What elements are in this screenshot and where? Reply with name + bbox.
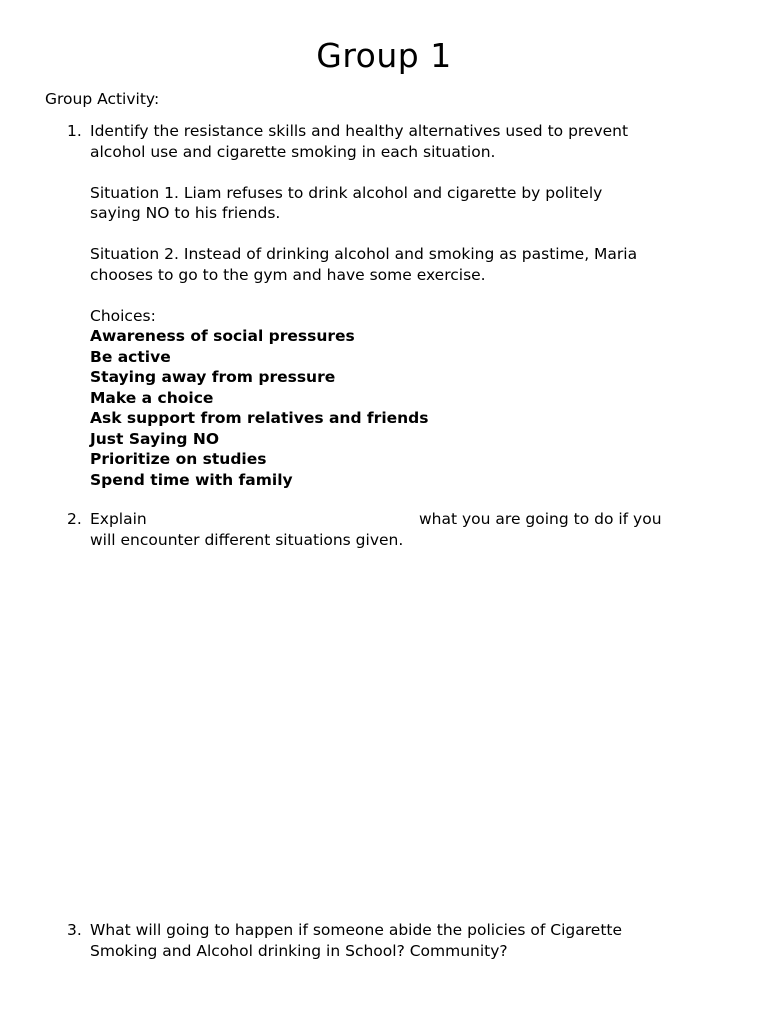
choice-item: Awareness of social pressures bbox=[90, 327, 355, 345]
choices-label: Choices: bbox=[90, 306, 156, 325]
situation-2-line: chooses to go to the gym and have some exercise. bbox=[90, 265, 486, 284]
instruction-line: Identify the resistance skills and healthy alternatives used to prevent bbox=[90, 122, 629, 140]
item-body bbox=[90, 121, 730, 490]
explain-word: Explain bbox=[90, 510, 147, 528]
activity-label: Group Activity: bbox=[45, 90, 160, 108]
item-number: 3. bbox=[67, 921, 82, 939]
explain-line-2: will encounter different situations given. bbox=[90, 530, 404, 549]
choice-item: Be active bbox=[90, 347, 171, 366]
explain-continuation: what you are going to do if you bbox=[419, 510, 662, 528]
question-line: Smoking and Alcohol drinking in School? Community? bbox=[90, 941, 508, 960]
explain-line bbox=[90, 509, 730, 530]
situation-1-line: saying NO to his friends. bbox=[90, 204, 281, 222]
question-line: What will going to happen if someone abide the policies of Cigarette bbox=[90, 921, 623, 939]
item-body bbox=[90, 920, 730, 961]
page-title: Group 1 bbox=[316, 36, 452, 75]
situation-2-line: Situation 2. Instead of drinking alcohol and smoking as pastime, Maria bbox=[90, 245, 638, 263]
choice-item: Prioritize on studies bbox=[90, 450, 267, 468]
choice-item: Make a choice bbox=[90, 388, 214, 407]
item-number: 1. bbox=[67, 122, 82, 140]
choice-item: Ask support from relatives and friends bbox=[90, 409, 429, 427]
instruction-line: alcohol use and cigarette smoking in each situation. bbox=[90, 142, 496, 161]
item-body bbox=[90, 509, 730, 550]
situation-1-line: Situation 1. Liam refuses to drink alcohol and cigarette by politely bbox=[90, 183, 603, 202]
item-number: 2. bbox=[67, 510, 82, 528]
choice-item: Staying away from pressure bbox=[90, 368, 336, 386]
choice-item: Spend time with family bbox=[90, 470, 293, 489]
choice-item: Just Saying NO bbox=[90, 429, 220, 448]
